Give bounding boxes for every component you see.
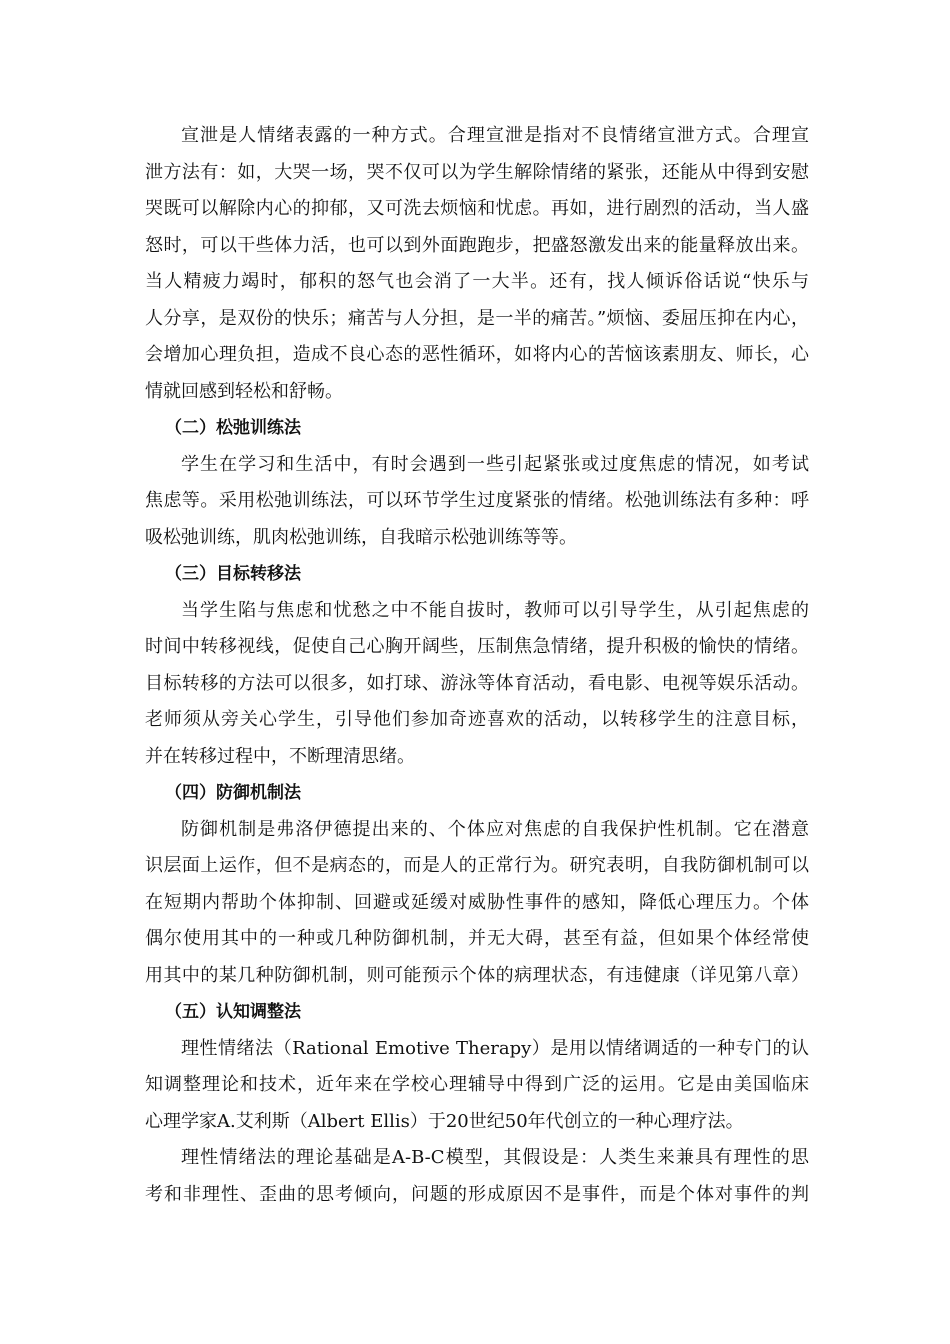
paragraph-defense bbox=[145, 812, 809, 995]
section-heading-goal-transfer: （三）目标转移法 bbox=[165, 564, 301, 584]
section-heading-relaxation: （二）松弛训练法 bbox=[165, 418, 301, 438]
paragraph-goal-transfer bbox=[145, 593, 809, 776]
text-line: 哭既可以解除内心的抑郁，又可洗去烦恼和忧虑。再如，进行剧烈的活动，当人盛 bbox=[145, 198, 809, 219]
text-line: 怒时，可以干些体力活，也可以到外面跑跑步，把盛怒激发出来的能量释放出来。 bbox=[145, 234, 809, 256]
text-line: 宣泄是人情绪表露的一种方式。合理宣泄是指对不良情绪宣泄方式。合理宣 bbox=[181, 125, 809, 146]
document-body bbox=[145, 118, 809, 1213]
text-line: 在短期内帮助个体抑制、回避或延缓对威胁性事件的感知，降低心理压力。个体 bbox=[145, 891, 809, 913]
text-line: 理性情绪法的理论基础是A-B-C模型，其假设是：人类生来兼具有理性的思 bbox=[181, 1147, 809, 1168]
text-line: 心理学家A.艾利斯（Albert Ellis）于20世纪50年代创立的一种心理疗法。 bbox=[145, 1110, 744, 1132]
text-line: 学生在学习和生活中，有时会遇到一些引起紧张或过度焦虑的情况，如考试 bbox=[181, 453, 809, 475]
text-line: 会增加心理负担，造成不良心态的恶性循环，如将内心的苦恼该素朋友、师长，心 bbox=[145, 344, 809, 365]
text-line: 防御机制是弗洛伊德提出来的、个体应对焦虑的自我保护性机制。它在潜意 bbox=[181, 818, 809, 840]
text-line: 并在转移过程中，不断理清思绪。 bbox=[145, 745, 415, 767]
text-line: 理性情绪法（Rational Emotive Therapy）是用以情绪调适的一种专门的认 bbox=[181, 1037, 809, 1059]
section-heading-cognitive: （五）认知调整法 bbox=[165, 1002, 301, 1022]
text-line: 识层面上运作，但不是病态的，而是人的正常行为。研究表明，自我防御机制可以 bbox=[145, 855, 809, 876]
text-line: 考和非理性、歪曲的思考倾向，问题的形成原因不是事件，而是个体对事件的判 bbox=[145, 1183, 809, 1205]
text-line: 吸松弛训练，肌肉松弛训练，自我暗示松弛训练等等。 bbox=[145, 526, 577, 548]
text-line: 偶尔使用其中的一种或几种防御机制，并无大碍，甚至有益，但如果个体经常使 bbox=[145, 928, 809, 949]
text-line: 焦虑等。采用松弛训练法，可以环节学生过度紧张的情绪。松弛训练法有多种：呼 bbox=[145, 490, 809, 511]
text-line: 时间中转移视线，促使自己心胸开阔些，压制焦急情绪，提升积极的愉快的情绪。 bbox=[145, 636, 809, 657]
paragraph-catharsis bbox=[145, 118, 809, 410]
text-line: 知调整理论和技术，近年来在学校心理辅导中得到广泛的运用。它是由美国临床 bbox=[145, 1074, 809, 1095]
text-line: 老师须从旁关心学生，引导他们参加奇迹喜欢的活动，以转移学生的注意目标， bbox=[145, 709, 809, 730]
text-line: 目标转移的方法可以很多，如打球、游泳等体育活动，看电影、电视等娱乐活动。 bbox=[145, 672, 809, 694]
text-line: 用其中的某几种防御机制，则可能预示个体的病理状态，有违健康（详见第八章） bbox=[145, 964, 809, 986]
section-heading-defense: （四）防御机制法 bbox=[165, 783, 301, 803]
paragraph-relaxation bbox=[145, 447, 809, 557]
paragraph-cognitive bbox=[145, 1031, 809, 1214]
text-line: 当学生陷与焦虑和忧愁之中不能自拔时，教师可以引导学生，从引起焦虑的 bbox=[181, 599, 809, 621]
text-line: 当人精疲力竭时，郁积的怒气也会消了一大半。还有，找人倾诉俗话说“快乐与 bbox=[145, 271, 809, 292]
text-line: 人分享，是双份的快乐；痛苦与人分担，是一半的痛苦。”烦恼、委屈压抑在内心， bbox=[145, 307, 809, 329]
text-line: 泄方法有：如，大哭一场，哭不仅可以为学生解除情绪的紧张，还能从中得到安慰 bbox=[145, 161, 809, 183]
text-line: 情就回感到轻松和舒畅。 bbox=[145, 380, 343, 402]
